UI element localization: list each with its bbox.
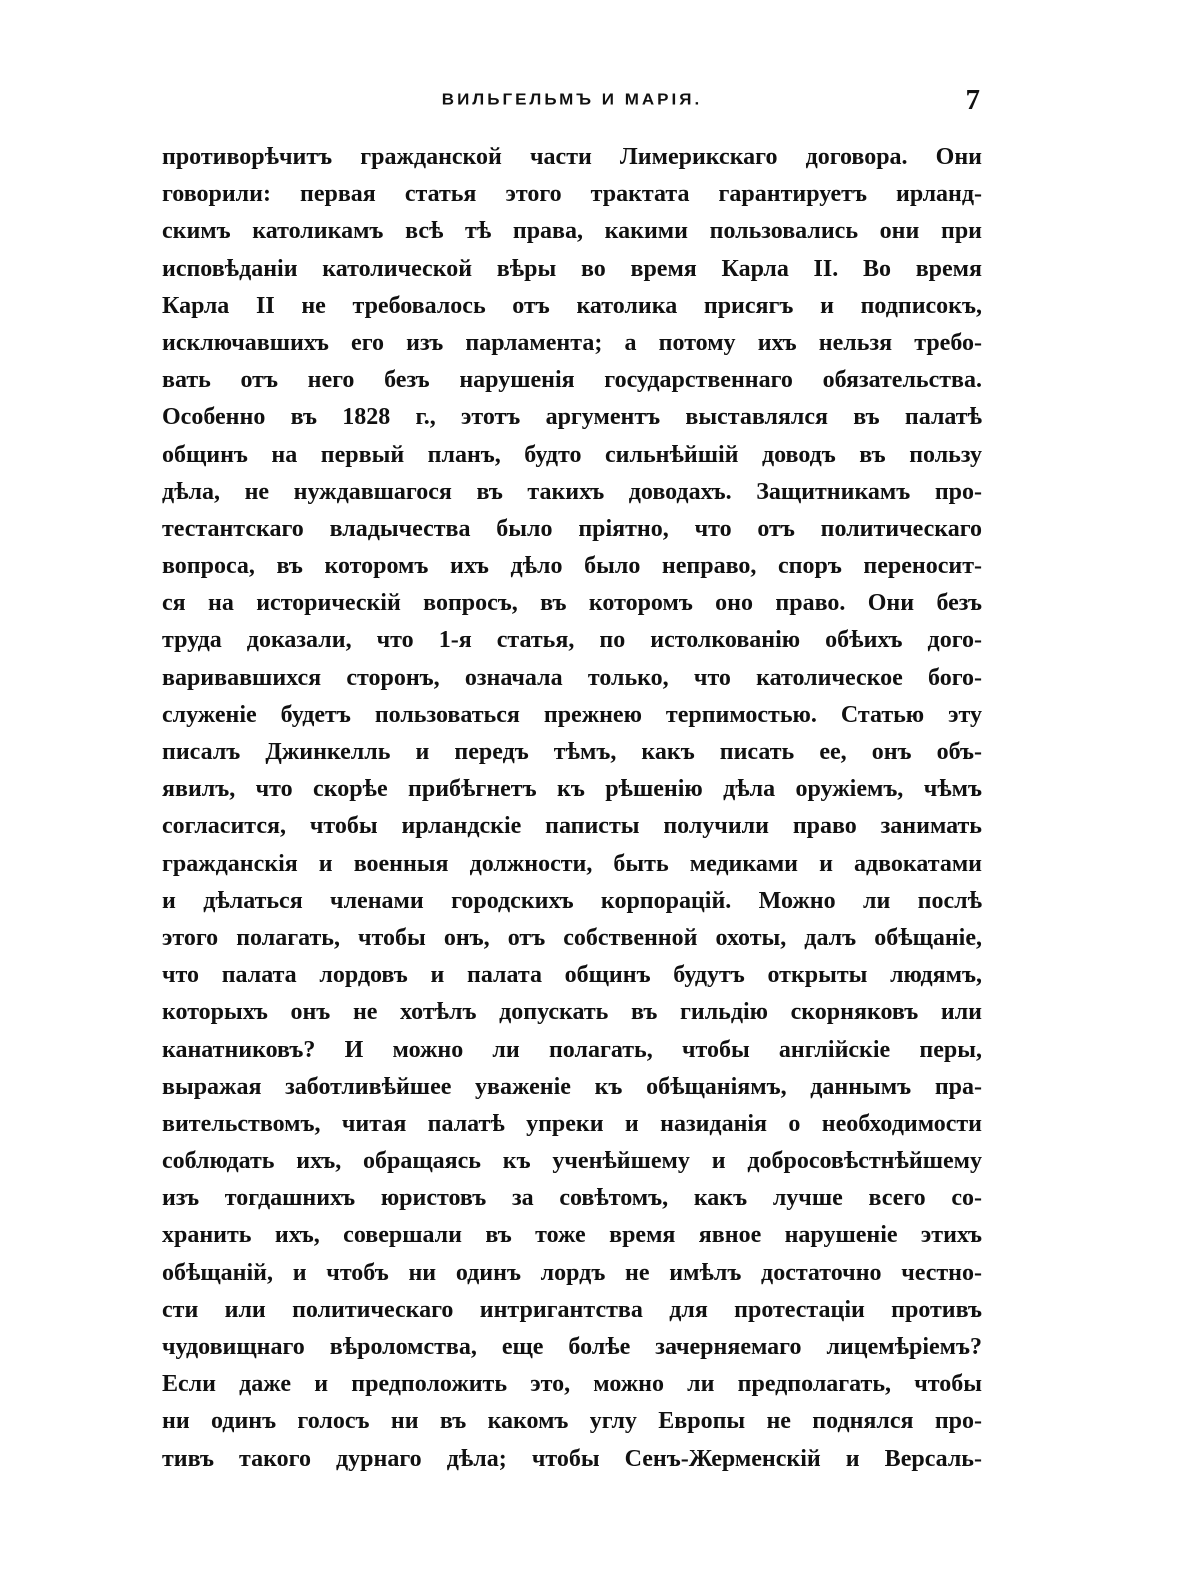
text-line: тестантскаго владычества было пріятно, что отъ политическаго bbox=[162, 515, 982, 542]
text-line: чудовищнаго вѣроломства, еще болѣе зачерняемаго лицемѣріемъ? bbox=[162, 1334, 982, 1360]
body-text bbox=[162, 139, 982, 1478]
text-line: которыхъ онъ не хотѣлъ допускать въ гильдію скорняковъ или bbox=[162, 999, 982, 1026]
text-line: исповѣданіи католической вѣры во время Карла II. Во время bbox=[162, 255, 982, 282]
text-line: сти или политическаго интригантства для протестаціи противъ bbox=[162, 1296, 982, 1323]
running-title: ВИЛЬГЕЛЬМЪ И МАРІЯ. bbox=[441, 91, 703, 109]
text-line: канатниковъ? И можно ли полагать, чтобы англійскіе перы, bbox=[162, 1036, 982, 1063]
text-line: что палата лордовъ и палата общинъ будутъ открыты людямъ, bbox=[162, 962, 982, 989]
text-line: Если даже и предположить это, можно ли предполагать, чтобы bbox=[162, 1371, 982, 1398]
running-head bbox=[162, 84, 982, 118]
text-line: Особенно въ 1828 г., этотъ аргументъ выставлялся въ палатѣ bbox=[162, 404, 982, 431]
text-line: согласится, чтобы ирландскіе паписты получили право занимать bbox=[162, 813, 982, 840]
text-line: соблюдать ихъ, обращаясь къ ученѣйшему и добросовѣстнѣйшему bbox=[162, 1148, 982, 1175]
text-line: вительствомъ, читая палатѣ упреки и назиданія о необходимости bbox=[162, 1110, 982, 1137]
text-line: ся на историческій вопросъ, въ которомъ оно право. Они безъ bbox=[162, 590, 982, 617]
text-line: говорили: первая статья этого трактата гарантируетъ ирланд- bbox=[162, 181, 982, 208]
text-line: скимъ католикамъ всѣ тѣ права, какими пользовались они при bbox=[162, 218, 982, 245]
text-line: труда доказали, что 1-я статья, по истолкованію обѣихъ дого- bbox=[162, 627, 982, 654]
text-line: Карла II не требовалось отъ католика присягъ и подписокъ, bbox=[162, 292, 982, 319]
text-line: общинъ на первый планъ, будто сильнѣйшій доводъ въ пользу bbox=[162, 441, 982, 468]
text-line: писалъ Джинкелль и передъ тѣмъ, какъ писать ее, онъ объ- bbox=[162, 739, 982, 765]
text-line: вопроса, въ которомъ ихъ дѣло было неправо, споръ переносит- bbox=[162, 553, 982, 580]
text-line: явилъ, что скорѣе прибѣгнетъ къ рѣшенію дѣла оружіемъ, чѣмъ bbox=[162, 776, 982, 803]
text-line: и дѣлаться членами городскихъ корпорацій. Можно ли послѣ bbox=[162, 887, 982, 914]
text-line: варивавшихся сторонъ, означала только, что католическое бого- bbox=[162, 664, 982, 691]
text-line: тивъ такого дурнаго дѣла; чтобы Сенъ-Жерменскій и Версаль- bbox=[162, 1445, 982, 1472]
text-line: выражая заботливѣйшее уваженіе къ обѣщаніямъ, даннымъ пра- bbox=[162, 1073, 982, 1100]
text-line: служеніе будетъ пользоваться прежнею терпимостью. Статью эту bbox=[162, 701, 982, 728]
text-line: этого полагать, чтобы онъ, отъ собственной охоты, далъ обѣщаніе, bbox=[162, 924, 982, 951]
text-line: хранить ихъ, совершали въ тоже время явное нарушеніе этихъ bbox=[162, 1222, 982, 1249]
text-line: обѣщаній, и чтобъ ни одинъ лордъ не имѣлъ достаточно честно- bbox=[162, 1259, 982, 1286]
text-line: противорѣчитъ гражданской части Лимерикскаго договора. Они bbox=[162, 144, 982, 170]
text-line: гражданскія и военныя должности, быть медиками и адвокатами bbox=[162, 850, 982, 877]
page-number: 7 bbox=[965, 84, 980, 116]
text-line: дѣла, не нуждавшагося въ такихъ доводахъ. Защитникамъ про- bbox=[162, 478, 982, 505]
text-line: вать отъ него безъ нарушенія государственнаго обязательства. bbox=[162, 367, 982, 394]
text-line: изъ тогдашнихъ юристовъ за совѣтомъ, какъ лучше всего со- bbox=[162, 1185, 982, 1212]
text-line: ни одинъ голосъ ни въ какомъ углу Европы не поднялся про- bbox=[162, 1408, 982, 1435]
text-line: исключавшихъ его изъ парламента; а потому ихъ нельзя требо- bbox=[162, 329, 982, 356]
